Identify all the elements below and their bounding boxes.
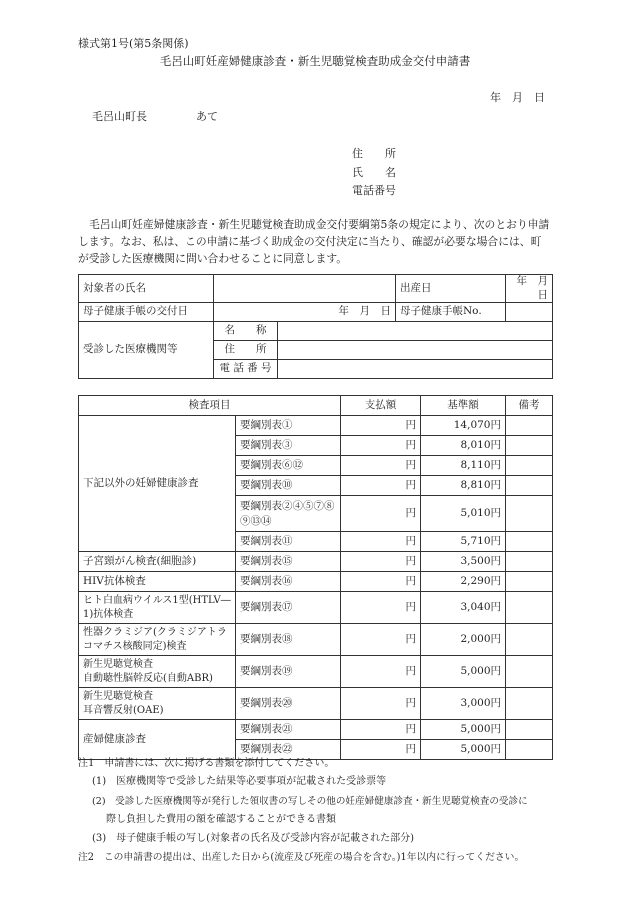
institution-phone-field[interactable]	[278, 360, 553, 379]
table-row	[79, 552, 553, 572]
yen-unit: 円	[405, 418, 416, 431]
category-cell: 新生児聴覚検査 自動聴性脳幹反応(自動ABR)	[79, 656, 236, 688]
remarks-cell[interactable]	[506, 496, 553, 532]
standard-cell: 3,040円	[421, 592, 506, 624]
institution-label: 受診した医療機関等	[79, 322, 214, 379]
note-1-item-3: (3) 母子健康手帳の写し(対象者の氏名及び受診内容が記載された部分)	[92, 833, 414, 844]
payment-cell[interactable]	[341, 624, 421, 656]
payment-cell[interactable]	[341, 532, 421, 552]
note-1-item-1: (1) 医療機関等で受診した結果等必要事項が記載された受診票等	[92, 776, 387, 787]
yen-unit: 円	[405, 600, 416, 613]
payment-cell[interactable]	[341, 476, 421, 496]
yen-unit: 円	[405, 554, 416, 567]
ref-cell: 要綱別表⑳	[236, 688, 341, 720]
standard-cell: 5,000円	[421, 656, 506, 688]
category-cell: 子宮頸がん検査(細胞診)	[79, 552, 236, 572]
payment-cell[interactable]	[341, 496, 421, 532]
category-prenatal: 下記以外の妊婦健康診査	[79, 416, 236, 552]
ref-cell: 要綱別表⑱	[236, 624, 341, 656]
standard-cell: 5,000円	[421, 720, 506, 740]
remarks-cell[interactable]	[506, 688, 553, 720]
note-2: 注2 この申請書の提出は、出産した日から(流産及び死産の場合を含む。)1年以内に行ってください。	[78, 852, 525, 863]
payment-cell[interactable]	[341, 688, 421, 720]
form-number: 様式第1号(第5条関係)	[78, 37, 189, 50]
applicant-address-label: 住 所	[352, 147, 396, 160]
ref-cell: 要綱別表㉑	[236, 720, 341, 740]
remarks-cell[interactable]	[506, 572, 553, 592]
ref-cell: 要綱別表⑥⑫	[236, 456, 341, 476]
yen-unit: 円	[405, 722, 416, 735]
category-postnatal: 産婦健康診査	[79, 720, 236, 760]
standard-cell: 3,500円	[421, 552, 506, 572]
applicant-name-label: 氏 名	[352, 166, 396, 179]
ref-cell: 要綱別表⑰	[236, 592, 341, 624]
payment-cell[interactable]	[341, 572, 421, 592]
ref-cell: 要綱別表⑯	[236, 572, 341, 592]
yen-unit: 円	[405, 534, 416, 547]
document-title: 毛呂山町妊産婦健康診査・新生児聴覚検査助成金交付申請書	[159, 54, 471, 68]
payment-cell[interactable]	[341, 592, 421, 624]
standard-cell: 5,710円	[421, 532, 506, 552]
table-row	[79, 720, 553, 740]
table-row	[79, 656, 553, 688]
yen-unit: 円	[405, 632, 416, 645]
ref-cell: 要綱別表⑪	[236, 532, 341, 552]
standard-cell: 2,000円	[421, 624, 506, 656]
table-row	[79, 688, 553, 720]
ref-cell: 要綱別表⑲	[236, 656, 341, 688]
remarks-cell[interactable]	[506, 476, 553, 496]
note-1-item-2-cont: 際し負担した費用の額を確認することができる書類	[106, 814, 336, 825]
table-row	[79, 416, 553, 436]
remarks-cell[interactable]	[506, 436, 553, 456]
yen-unit: 円	[405, 696, 416, 709]
yen-unit: 円	[405, 742, 416, 755]
institution-address-field[interactable]	[278, 341, 553, 360]
standard-cell: 8,110円	[421, 456, 506, 476]
standard-cell: 3,000円	[421, 688, 506, 720]
ref-cell: 要綱別表③	[236, 436, 341, 456]
yen-unit: 円	[405, 574, 416, 587]
yen-unit: 円	[405, 664, 416, 677]
exam-table	[78, 395, 553, 760]
remarks-cell[interactable]	[506, 456, 553, 476]
payment-cell[interactable]	[341, 740, 421, 760]
category-cell: ヒト白血病ウイルス1型(HTLV―1)抗体検査	[79, 592, 236, 624]
remarks-cell[interactable]	[506, 416, 553, 436]
note-1-item-2: (2) 受診した医療機関等が発行した領収書の写しその他の妊産婦健康診査・新生児聴覚検査の受診に	[92, 796, 528, 807]
remarks-cell[interactable]	[506, 552, 553, 572]
header-standard: 基準額	[421, 396, 506, 416]
payment-cell[interactable]	[341, 456, 421, 476]
ref-cell: 要綱別表①	[236, 416, 341, 436]
standard-cell: 5,010円	[421, 496, 506, 532]
standard-cell: 8,810円	[421, 476, 506, 496]
handbook-date-label: 母子健康手帳の交付日	[79, 303, 214, 322]
table-row	[79, 624, 553, 656]
institution-phone-label: 電 話 番 号	[214, 360, 278, 379]
institution-name-label: 名 称	[214, 322, 278, 341]
remarks-cell[interactable]	[506, 532, 553, 552]
handbook-no-label: 母子健康手帳No.	[396, 303, 506, 322]
remarks-cell[interactable]	[506, 656, 553, 688]
handbook-date-value: 年 月 日	[338, 305, 391, 318]
payment-cell[interactable]	[341, 552, 421, 572]
handbook-no-field[interactable]	[506, 303, 553, 322]
payment-cell[interactable]	[341, 720, 421, 740]
standard-cell: 8,010円	[421, 436, 506, 456]
ref-cell: 要綱別表②④⑤⑦⑧⑨⑬⑭	[236, 496, 341, 532]
institution-address-label: 住 所	[214, 341, 278, 360]
note-1: 注1 申請書には、次に掲げる書類を添付してください。	[78, 758, 335, 769]
payment-cell[interactable]	[341, 436, 421, 456]
category-cell: 性器クラミジア(クラミジアトラコマチス核酸同定)検査	[79, 624, 236, 656]
applicant-phone-label: 電話番号	[352, 184, 396, 197]
payment-cell[interactable]	[341, 656, 421, 688]
ref-cell: 要綱別表⑮	[236, 552, 341, 572]
category-cell: 新生児聴覚検査 耳音響反射(OAE)	[79, 688, 236, 720]
remarks-cell[interactable]	[506, 720, 553, 740]
birth-date-value: 年 月 日	[516, 275, 559, 301]
birth-date-label: 出産日	[396, 275, 506, 303]
table-row	[79, 592, 553, 624]
yen-unit: 円	[405, 478, 416, 491]
category-cell: HIV抗体検査	[79, 572, 236, 592]
ref-cell: 要綱別表⑩	[236, 476, 341, 496]
info-table	[78, 274, 559, 379]
handbook-date-field[interactable]	[214, 303, 396, 322]
yen-unit: 円	[405, 438, 416, 451]
remarks-cell[interactable]	[506, 624, 553, 656]
addressee-suffix: あて	[196, 110, 218, 123]
remarks-cell[interactable]	[506, 740, 553, 760]
header-exam-item: 検査項目	[79, 396, 341, 416]
header-remarks: 備考	[506, 396, 553, 416]
ref-cell: 要綱別表㉒	[236, 740, 341, 760]
payment-cell[interactable]	[341, 416, 421, 436]
standard-cell: 2,290円	[421, 572, 506, 592]
application-date: 年 月 日	[490, 91, 545, 104]
standard-cell: 5,000円	[421, 740, 506, 760]
subject-name-label: 対象者の氏名	[79, 275, 214, 303]
standard-cell: 14,070円	[421, 416, 506, 436]
yen-unit: 円	[405, 506, 416, 519]
header-payment: 支払額	[341, 396, 421, 416]
birth-date-field[interactable]	[506, 275, 559, 303]
institution-name-field[interactable]	[278, 322, 553, 341]
table-row	[79, 572, 553, 592]
subject-name-field[interactable]	[214, 275, 396, 303]
yen-unit: 円	[405, 458, 416, 471]
remarks-cell[interactable]	[506, 592, 553, 624]
intro-paragraph: 毛呂山町妊産婦健康診査・新生児聴覚検査助成金交付要綱第5条の規定により、次のとおり申請します。なお、私は、この申請に基づく助成金の交付決定に当たり、確認が必要な場合には、町が受診した医療機関に問い合わせることに同意します。	[78, 218, 550, 265]
addressee-name: 毛呂山町長	[92, 110, 147, 123]
